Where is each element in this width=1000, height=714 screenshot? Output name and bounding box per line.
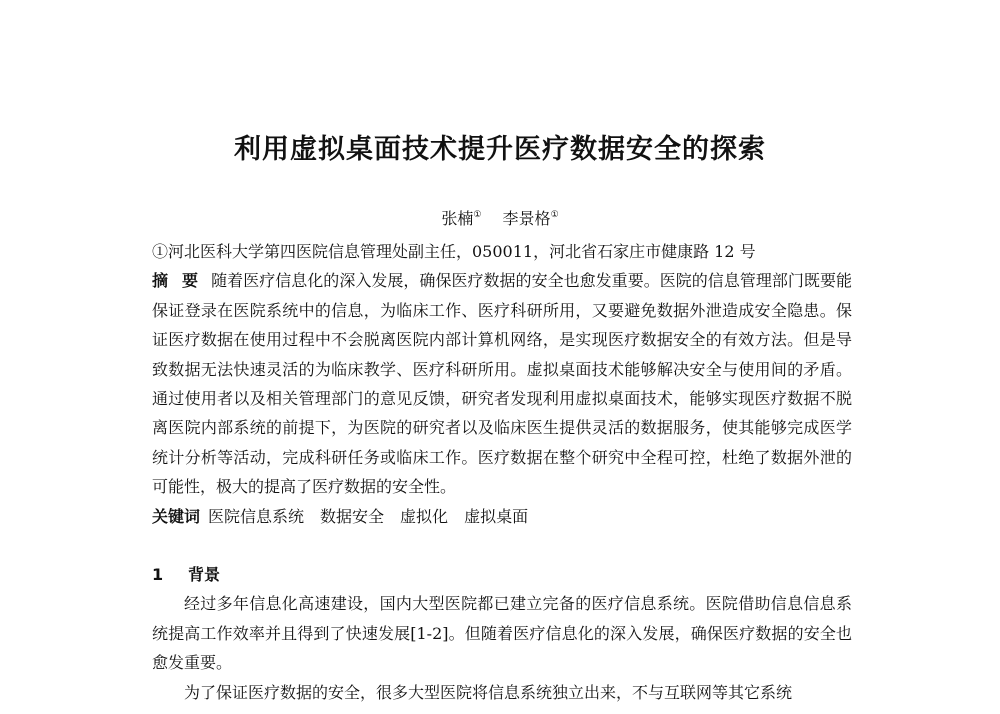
author-1 [441, 209, 481, 228]
keyword-2: 数据安全 [320, 506, 385, 526]
paper-title: 利用虚拟桌面技术提升医疗数据安全的探索 [234, 134, 766, 165]
affiliation: ①河北医科大学第四医院信息管理处副主任，050011，河北省石家庄市健康路 12 号 [152, 242, 756, 261]
author-2 [503, 209, 559, 228]
keywords-label: 关键词 [152, 506, 201, 526]
section-heading [152, 560, 852, 589]
author-2-name: 李景格 [502, 209, 551, 228]
author-2-mark: ① [550, 210, 559, 220]
author-1-name: 张楠 [441, 209, 474, 228]
section-number: 1 [152, 565, 164, 585]
keyword-1: 医院信息系统 [208, 506, 305, 526]
section-paragraph-1: 经过多年信息化高速建设，国内大型医院都已建立完备的医疗信息系统。医院借助信息信息系统提高工作效率并且得到了快速发展[1-2]。但随着医疗信息化的深入发展，确保医疗数据的安全也愈发重要。 [152, 594, 852, 673]
abstract-text: 随着医疗信息化的深入发展，确保医疗数据的安全也愈发重要。医院的信息管理部门既要能保证登录在医院系统中的信息，为临床工作、医疗科研所用，又要避免数据外泄造成安全隐患。保证医疗数据在使用过程中不会脱离医院内部计算机网络，是实现医疗数据安全的有效方法。但是导致数据无法快速灵活的为临床教学、医疗科研所用。虚拟桌面技术能够解决安全与使用间的矛盾。通过使用者以及相关管理部门的意见反馈，研究者发现利用虚拟桌面技术，能够实现医疗数据不脱离医院内部系统的前提下，为医院的研究者以及临床医生提供灵活的数据服务，使其能够完成医学统计分析等活动，完成科研任务或临床工作。医疗数据在整个研究中全程可控，杜绝了数据外泄的可能性，极大的提高了医疗数据的安全性。 [152, 271, 852, 497]
abstract [152, 266, 852, 501]
keyword-3: 虚拟化 [400, 506, 449, 526]
author-1-mark: ① [473, 210, 482, 220]
section-title: 背景 [188, 565, 221, 585]
author-line [0, 206, 1000, 229]
section-paragraph-2: 为了保证医疗数据的安全，很多大型医院将信息系统独立出来，不与互联网等其它系统 [184, 682, 793, 702]
keyword-4: 虚拟桌面 [464, 506, 529, 526]
abstract-label: 摘要 [152, 271, 213, 291]
paper-body [152, 237, 852, 707]
keywords [152, 502, 852, 531]
